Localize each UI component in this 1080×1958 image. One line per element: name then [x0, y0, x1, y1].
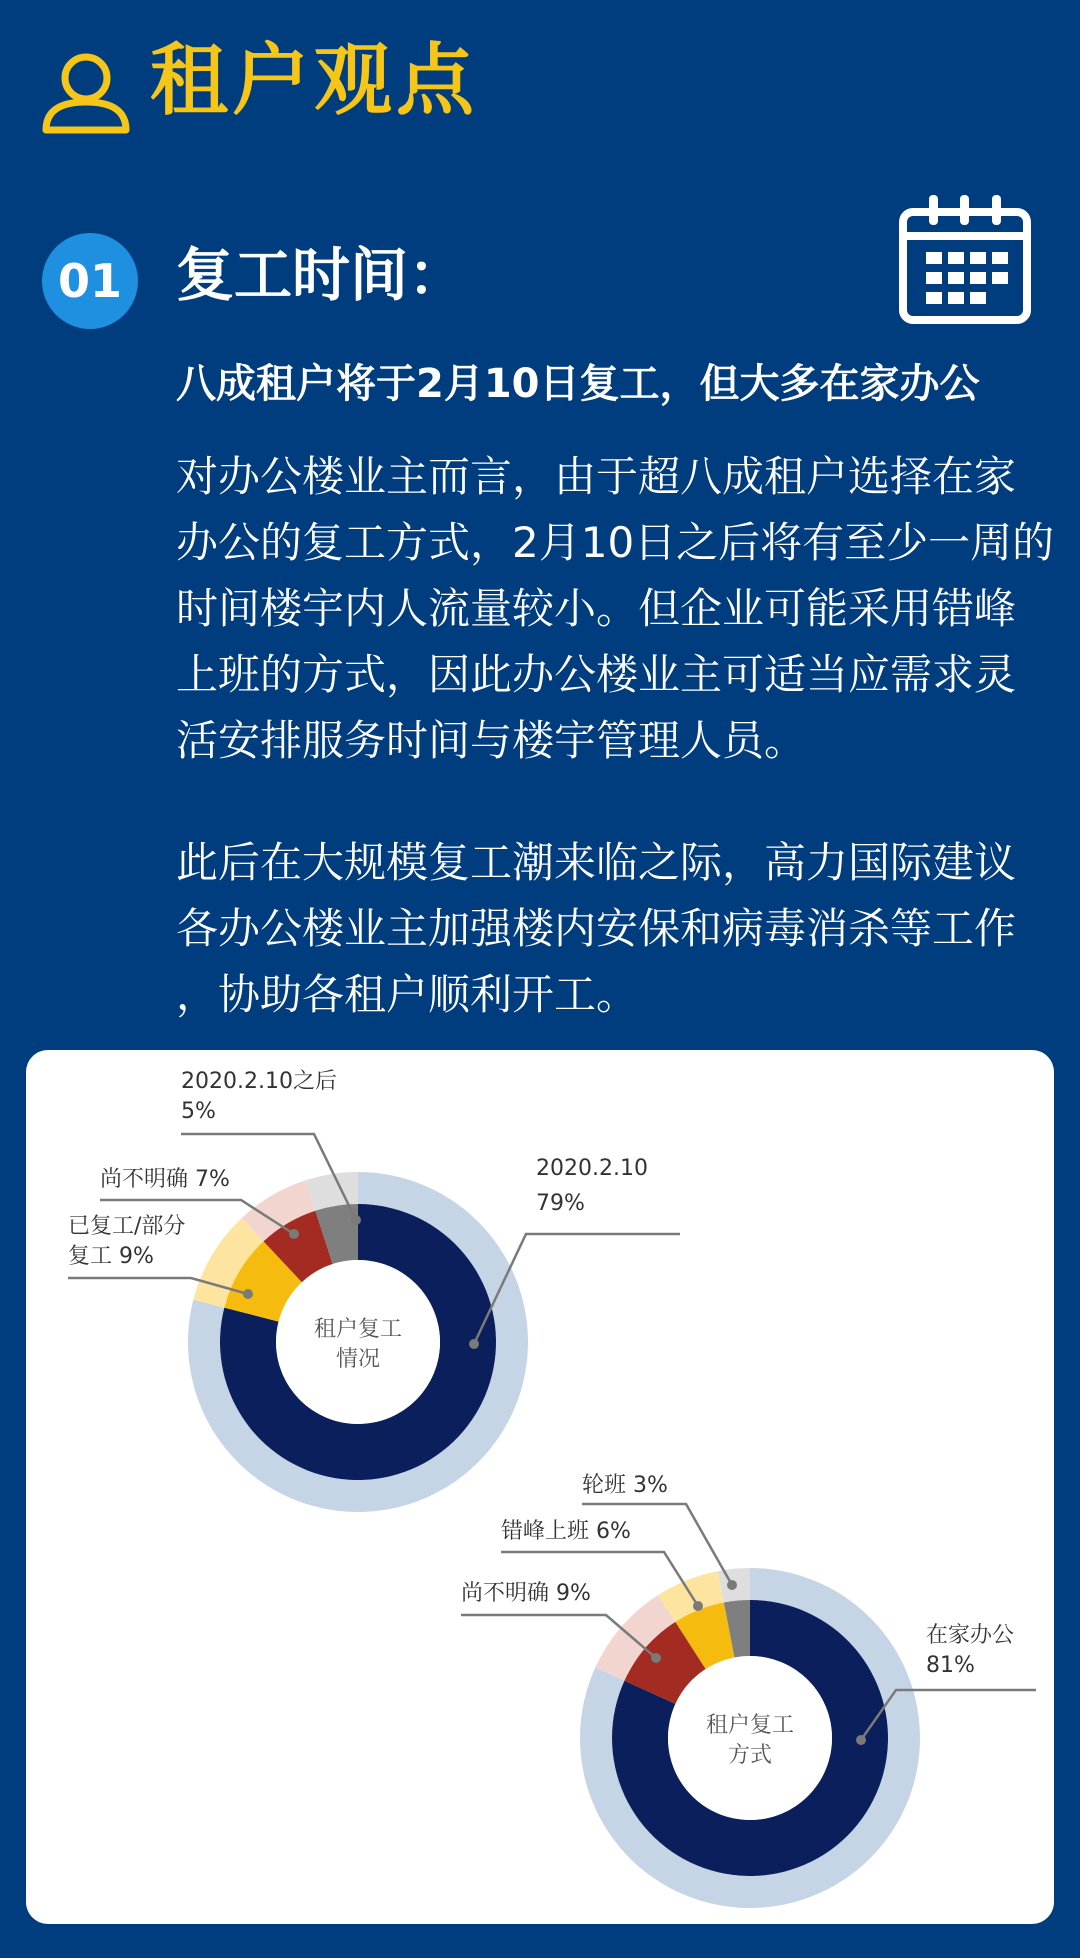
data-label: 79% [536, 1191, 585, 1216]
data-label: 尚不明确 7% [100, 1167, 230, 1192]
leader-dot [469, 1339, 479, 1349]
data-label: 在家办公 [926, 1623, 1015, 1648]
user-icon [40, 50, 132, 136]
page-title: 租户观点 [150, 36, 479, 126]
leader-dot [243, 1289, 253, 1299]
leader-dot [351, 1215, 361, 1225]
section-subheading: 八成租户将于2月10日复工，但大多在家办公 [176, 361, 980, 407]
paragraph-1-line: 上班的方式，因此办公楼业主可适当应需求灵 [176, 650, 1017, 699]
donut-center-label: 方式 [727, 1743, 773, 1768]
donut-hole [668, 1656, 832, 1820]
paragraph-1-line: 活安排服务时间与楼宇管理人员。 [176, 716, 807, 765]
paragraph-1-line: 办公的复工方式，2月10日之后将有至少一周的 [176, 518, 1055, 567]
paragraph-2 [176, 830, 1056, 1028]
paragraph-1-line: 对办公楼业主而言，由于超八成租户选择在家 [176, 452, 1017, 501]
data-label: 2020.2.10之后 [181, 1069, 337, 1094]
donut-charts [26, 1050, 1054, 1924]
data-label: 2020.2.10 [536, 1156, 648, 1181]
paragraph-2-line: 各办公楼业主加强楼内安保和病毒消杀等工作 [176, 904, 1017, 953]
donut-center-label: 情况 [335, 1347, 381, 1372]
leader-dot [856, 1735, 866, 1745]
data-label: 81% [926, 1653, 975, 1678]
data-label: 复工 9% [68, 1244, 154, 1269]
leader-dot [651, 1653, 661, 1663]
calendar-icon [896, 190, 1034, 328]
paragraph-1 [176, 444, 1056, 774]
data-label: 尚不明确 9% [461, 1581, 591, 1606]
section-number-badge: 01 [42, 233, 138, 329]
data-label: 错峰上班 6% [501, 1519, 631, 1544]
leader-dot [693, 1601, 703, 1611]
leader-line [582, 1504, 732, 1585]
section-title: 复工时间： [176, 241, 467, 309]
data-label: 5% [181, 1099, 216, 1124]
donut-hole [276, 1260, 440, 1424]
leader-dot [289, 1229, 299, 1239]
paragraph-2-line: 此后在大规模复工潮来临之际，高力国际建议 [176, 838, 1017, 887]
data-label: 轮班 3% [582, 1473, 668, 1498]
leader-dot [727, 1580, 737, 1590]
donut-center-label: 租户复工 [313, 1317, 403, 1342]
data-label: 已复工/部分 [68, 1214, 186, 1239]
paragraph-1-line: 时间楼宇内人流量较小。但企业可能采用错峰 [176, 584, 1017, 633]
donut-center-label: 租户复工 [705, 1713, 795, 1738]
chart-card [26, 1050, 1054, 1924]
paragraph-2-line: ，协助各租户顺利开工。 [176, 970, 639, 1019]
